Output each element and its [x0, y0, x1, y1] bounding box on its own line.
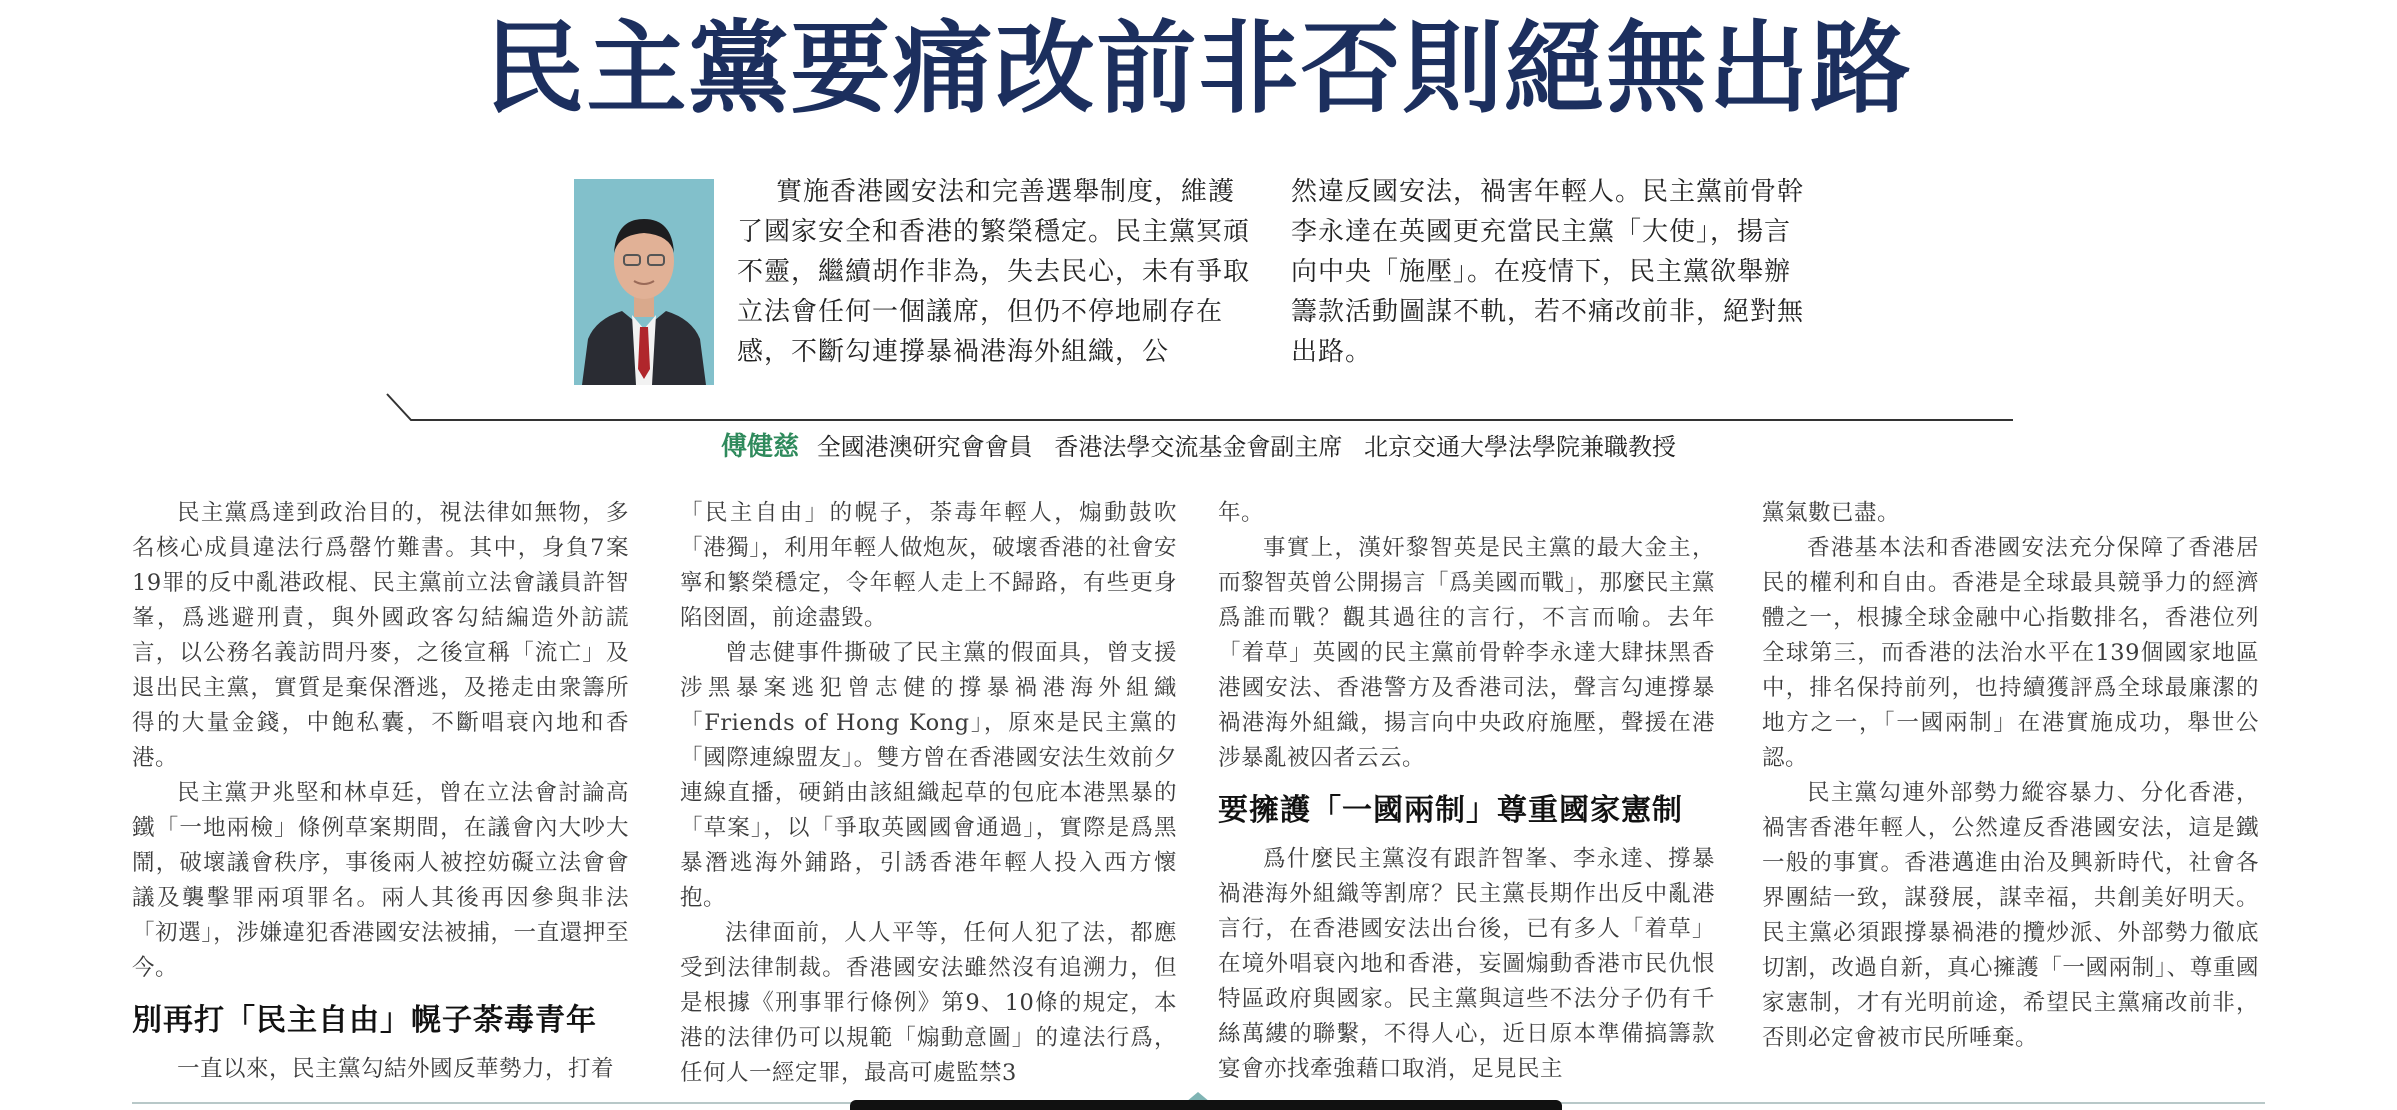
paragraph: 民主黨爲達到政治目的，視法律如無物，多名核心成員違法行爲罄竹難書。其中，身負7案19罪的反中亂港政棍、民主黨前立法會議員許智峯，爲逃避刑責，與外國政客勾結編造外訪謊言，以公務名義訪問丹麥，之後宣稱「流亡」及退出民主黨，實質是棄保潛逃，及捲走由衆籌所得的大量金錢，中飽私囊，不斷唱衰內地和香港。: [132, 500, 629, 771]
author-portrait: [574, 179, 714, 385]
paragraph: 年。: [1218, 500, 1265, 526]
author-title-2: 香港法學交流基金會副主席: [1054, 433, 1343, 461]
paragraph: 民主黨勾連外部勢力縱容暴力、分化香港，禍害香港年輕人，公然違反香港國安法，這是鐵一般的事實。香港邁進由治及興新時代，社會各界團結一致，謀發展，謀幸福，共創美好明天。民主黨必須跟撐暴禍港的攬炒派、外部勢力徹底切割，改過自新，真心擁護「一國兩制」、尊重國家憲制，才有光明前途，希望民主黨痛改前非，否則必定會被市民所唾棄。: [1762, 780, 2259, 1051]
subheading: 要擁護「一國兩制」尊重國家憲制: [1218, 793, 1683, 828]
paragraph: 一直以來，民主黨勾結外國反華勢力，打着: [177, 1056, 615, 1082]
paragraph: 「民主自由」的幌子，荼毒年輕人，煽動鼓吹「港獨」，利用年輕人做炮灰，破壞香港的社會安寧和繁榮穩定，令年輕人走上不歸路，有些更身陷囹圄，前途盡毀。: [680, 500, 1177, 631]
subheading: 別再打「民主自由」幌子荼毒青年: [132, 1003, 597, 1038]
paragraph: 黨氣數已盡。: [1762, 500, 1901, 526]
headline: 民主黨要痛改前非否則絕無出路: [484, 9, 1913, 127]
intro-paragraph-right: 然違反國安法，禍害年輕人。民主黨前骨幹李永達在英國更充當民主黨「大使」，揚言向中央「施壓」。在疫情下，民主黨欲舉辦籌款活動圖謀不軌，若不痛改前非，絕對無出路。: [1291, 177, 1805, 367]
paragraph: 曾志健事件撕破了民主黨的假面具，曾支援涉黑暴案逃犯曾志健的撐暴禍港海外組織「Friends of Hong Kong」，原來是民主黨的「國際連線盟友」。雙方曾在香港國安法生效前夕連線直播，硬銷由該組織起草的包庇本港黑暴的「草案」，以「爭取英國國會通過」，實際是爲黑暴潛逃海外鋪路，引誘香港年輕人投入西方懷抱。: [680, 640, 1177, 911]
intro-paragraph-left: 實施香港國安法和完善選舉制度，維護了國家安全和香港的繁榮穩定。民主黨冥頑不靈，繼續胡作非為，失去民心，未有爭取立法會任何一個議席，但仍不停地刷存在感，不斷勾連撐暴禍港海外組織，公: [737, 177, 1251, 367]
article-column-1: [132, 496, 629, 1087]
paragraph: 香港基本法和香港國安法充分保障了香港居民的權利和自由。香港是全球最具競爭力的經濟體之一，根據全球金融中心指數排名，香港位列全球第三，而香港的法治水平在139個國家地區中，排名保持前列，也持續獲評爲全球最廉潔的地方之一，「一國兩制」在港實施成功，舉世公認。: [1762, 535, 2259, 771]
author-title-3: 北京交通大學法學院兼職教授: [1363, 433, 1676, 461]
paragraph: 事實上，漢奸黎智英是民主黨的最大金主，而黎智英曾公開揚言「爲美國而戰」，那麼民主黨爲誰而戰？觀其過往的言行，不言而喻。去年「着草」英國的民主黨前骨幹李永達大肆抹黑香港國安法、香港警方及香港司法，聲言勾連撐暴禍港海外組織，揚言向中央政府施壓，聲援在港涉暴亂被囚者云云。: [1218, 535, 1715, 771]
paragraph: 爲什麼民主黨沒有跟許智峯、李永達、撐暴禍港海外組織等割席？民主黨長期作出反中亂港言行，在香港國安法出台後，已有多人「着草」在境外唱衰內地和香港，妄圖煽動香港市民仇恨特區政府與國家。民主黨與這些不法分子仍有千絲萬縷的聯繫，不得人心，近日原本準備搞籌款宴會亦找牽強藉口取消，足見民主: [1218, 846, 1715, 1082]
article-column-4: [1762, 496, 2259, 1056]
paragraph: 法律面前，人人平等，任何人犯了法，都應受到法律制裁。香港國安法雖然沒有追溯力，但是根據《刑事罪行條例》第9、10條的規定，本港的法律仍可以規範「煽動意圖」的違法行爲，任何人一經定罪，最高可處監禁3: [680, 920, 1177, 1086]
author-name: 傅健慈: [721, 432, 800, 462]
paragraph: 民主黨尹兆堅和林卓廷，曾在立法會討論高鐵「一地兩檢」條例草案期間，在議會內大吵大鬧，破壞議會秩序，事後兩人被控妨礙立法會會議及襲擊罪兩項罪名。兩人其後再因參與非法「初選」，涉嫌違犯香港國安法被捕，一直還押至今。: [132, 780, 629, 981]
byline: [0, 430, 2397, 464]
article-column-3: [1218, 496, 1715, 1087]
article-column-2: [680, 496, 1177, 1091]
bottom-handle-bar: [850, 1100, 1562, 1110]
author-title-1: 全國港澳研究會會員: [816, 433, 1033, 461]
byline-divider: [385, 392, 2015, 422]
